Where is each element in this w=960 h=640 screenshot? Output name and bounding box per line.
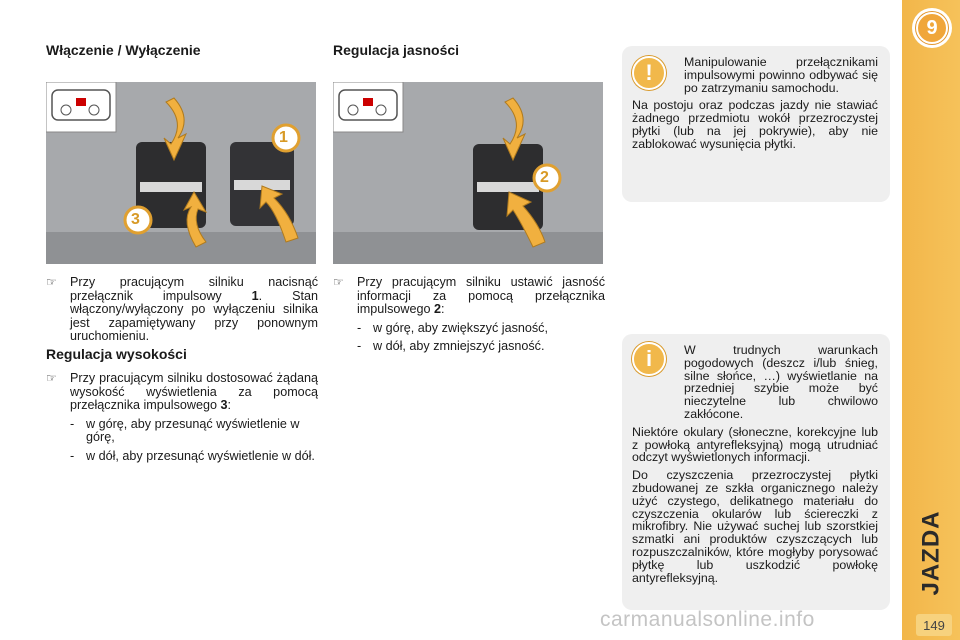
section-heading-brightness: Regulacja jasności <box>333 42 460 58</box>
on-off-text-end: . Stan włączony/wyłączony po wyłączeniu silnika jest zapamiętywany przy ponownym uruchomieniu. <box>70 288 319 344</box>
warning-icon: ! <box>632 56 666 90</box>
brightness-text-end: : <box>441 302 445 317</box>
section-heading-height: Regulacja wysokości <box>46 346 187 362</box>
photo-switches-1-3 <box>46 82 316 264</box>
chapter-title-container <box>906 508 956 598</box>
chapter-badge <box>912 8 952 48</box>
info-text-3: Do czyszczenia przezroczystej płytki zbudowanej ze szkła organicznego należy użyć czystego, delikatnego materiału do czyszczenia okularów lub ściereczki z mikrofibry. Nie używać suchej lub szorstkiej szmatki ani produktów czyszczących lub rozpuszczalników, które mogłyby porysować płytkę lub uszkodzić powłokę antyrefleksyjną. <box>632 468 878 585</box>
callout-2: 2 <box>540 169 549 186</box>
list-item: - w górę, aby zwiększyć jasność, <box>357 320 548 335</box>
list-item: - w dół, aby przesunąć wyświetlenie w dół. <box>70 448 315 463</box>
brightness-ref: 2 <box>434 302 442 317</box>
on-off-paragraph <box>46 276 318 344</box>
bullet-icon: ☞ <box>46 275 57 289</box>
info-icon: i <box>632 342 666 376</box>
on-off-ref: 1 <box>251 288 259 303</box>
height-paragraph <box>46 372 318 464</box>
info-box <box>622 334 890 610</box>
warning-text-1: Manipulowanie przełącznikami impulsowymi powinno odbywać się po zatrzymaniu samochodu. <box>684 55 878 95</box>
page-number: 149 <box>916 614 952 636</box>
list-item: - w górę, aby przesunąć wyświetlenie w górę, <box>70 416 300 445</box>
info-text-1: W trudnych warunkach pogodowych (deszcz i/lub śnieg, silne słońce, …) wyświetlanie na przedniej szybie może być nieczytelne lub chwilowo zakłócone. <box>684 343 878 421</box>
chapter-title: JAZDA <box>917 510 945 596</box>
on-off-text: Przy pracującym silniku nacisnąć przełącznik impulsowy <box>70 275 318 303</box>
warning-text-2: Na postoju oraz podczas jazdy nie stawiać żadnego przedmiotu wokół przezroczystej płytki (lub na jej pokrywie), aby nie zablokować wysunięcia płytki. <box>632 98 878 151</box>
chapter-number: 9 <box>916 12 948 44</box>
bullet-icon: ☞ <box>46 371 57 385</box>
photo-switch-2 <box>333 82 603 264</box>
watermark: carmanualsonline.info <box>600 608 815 631</box>
bullet-icon: ☞ <box>333 275 344 289</box>
brightness-paragraph <box>333 276 605 354</box>
height-text-end: : <box>227 398 232 413</box>
list-item: - w dół, aby zmniejszyć jasność. <box>357 339 545 354</box>
callout-1: 1 <box>279 129 288 146</box>
warning-box <box>622 46 890 202</box>
height-ref: 3 <box>220 398 228 413</box>
info-text-2: Niektóre okulary (słoneczne, korekcyjne lub z powłoką antyrefleksyjną) mogą utrudniać odczyt wyświetlonych informacji. <box>632 424 878 465</box>
brightness-text: Przy pracującym silniku ustawić jasność informacji za pomocą przełącznika impulsowego <box>357 275 605 317</box>
callout-3: 3 <box>131 211 140 228</box>
height-text: Przy pracującym silniku dostosować żądaną wysokość wyświetlenia za pomocą przełącznika impulsowego <box>70 371 318 413</box>
section-heading-on-off: Włączenie / Wyłączenie <box>46 42 201 58</box>
